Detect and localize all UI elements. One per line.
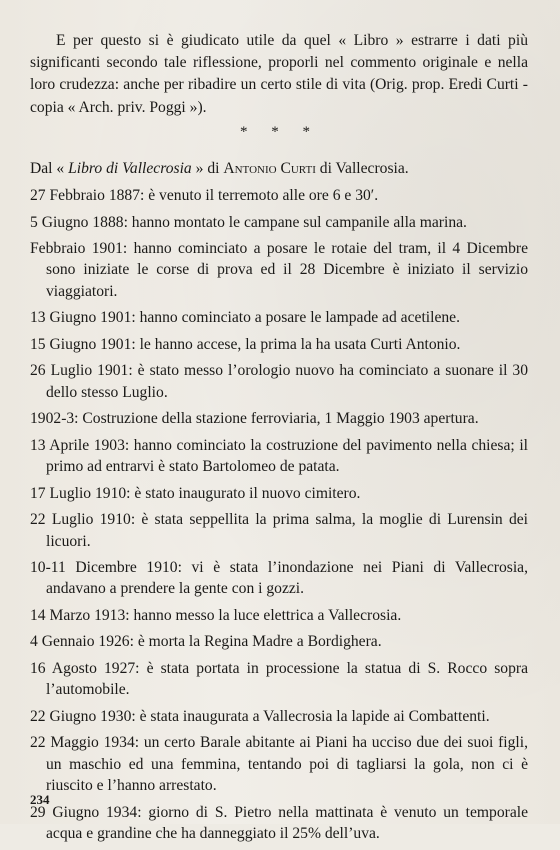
chronicle-entry: 22 Maggio 1934: un certo Barale abitante ai Piani ha ucciso due dei suoi figli, un maschio ed una femmina, tentando poi di tagliarsi la gola, non ci è riuscito e l’hanno arrestato.: [30, 734, 528, 795]
chronicle-entry: 17 Luglio 1910: è stato inaugurato il nuovo cimitero.: [30, 484, 361, 502]
chronicle-entry: 22 Giugno 1930: è stata inaugurata a Vallecrosia la lapide ai Combattenti.: [30, 707, 490, 725]
chronicle-entry: Febbraio 1901: hanno cominciato a posare le rotaie del tram, il 4 Dicembre sono iniziate le corse di prova ed il 28 Dicembre è iniziato il servizio viaggiatori.: [30, 240, 528, 300]
chronicle-entry: 16 Agosto 1927: è stata portata in processione la statua di S. Rocco sopra l’automobile.: [30, 659, 528, 699]
chronicle-entry: 13 Aprile 1903: hanno cominciato la costruzione del pavimento nella chiesa; il primo ad entrarvi è stato Bartolomeo de patata.: [30, 436, 528, 476]
source-book-title: Libro di Vallecrosia: [68, 160, 192, 177]
source-middle: » di: [191, 160, 224, 177]
chronicle-entry: 14 Marzo 1913: hanno messo la luce elettrica a Vallecrosia.: [30, 606, 402, 624]
section-separator: * * *: [240, 124, 320, 140]
chronicle-entry: 27 Febbraio 1887: è venuto il terremoto alle ore 6 e 30′.: [30, 187, 379, 204]
chronicle-entry: 4 Gennaio 1926: è morta la Regina Madre a Bordighera.: [30, 633, 382, 651]
intro-paragraph: E per questo si è giudicato utile da quel « Libro » estrarre i dati più significanti secondo tale riflessione, proporli nel commento originale e nella loro crudezza: anche per ribadire un certo stile di vita (Orig. prop. Eredi Curti - copia « Arch. priv. Poggi »).: [30, 32, 528, 116]
chronicle-entry: 22 Luglio 1910: è stata seppellita la prima salma, la moglie di Lurensin dei licuori.: [30, 511, 528, 550]
page-number: 234: [30, 792, 50, 807]
chronicle-entry: 1902-3: Costruzione della stazione ferroviaria, 1 Maggio 1903 apertura.: [30, 410, 479, 428]
chronicle-entry: 10-11 Dicembre 1910: vi è stata l’inondazione nei Piani di Vallecrosia, andavano a prendere la gente con i gozzi.: [30, 559, 528, 598]
chronicle-entry: 13 Giugno 1901: hanno cominciato a posare le lampade ad acetilene.: [30, 309, 460, 327]
chronicle-entry: 29 Giugno 1934: giorno di S. Pietro nella mattinata è venuto un temporale acqua e grandine che ha danneggiato il 25% dell’uva.: [30, 803, 528, 843]
source-prefix: Dal «: [30, 160, 69, 177]
source-line: [30, 158, 528, 180]
source-author: Antonio Curti: [223, 160, 316, 177]
chronicle-entry: 5 Giugno 1888: hanno montato le campane sul campanile alla marina.: [30, 213, 467, 231]
chronicle-entry: 15 Giugno 1901: le hanno accese, la prima la ha usata Curti Antonio.: [30, 335, 461, 353]
chronicle-entries: [30, 185, 528, 850]
chronicle-entry: 26 Luglio 1901: è stato messo l’orologio nuovo ha cominciato a suonare il 30 dello stesso Luglio.: [30, 362, 528, 401]
source-suffix: di Vallecrosia.: [315, 160, 409, 177]
